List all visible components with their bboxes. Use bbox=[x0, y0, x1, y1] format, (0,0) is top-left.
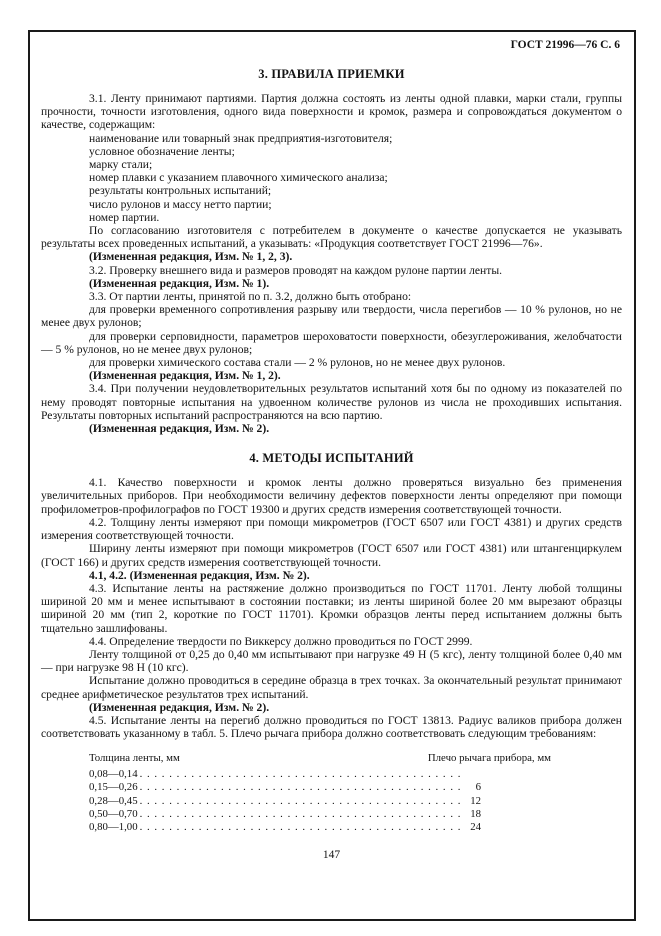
dot-leader bbox=[140, 781, 463, 794]
paragraph-3-4: 3.4. При получении неудовлетворительных результатов испытаний хотя бы по одному из показателей по нему проводят повторные испытания на удвоенном количестве рулонов из числа не проходивших испытания. Результаты повторных испытаний распространяются на всю партию. bbox=[41, 382, 622, 422]
table-row bbox=[89, 808, 481, 821]
amendment-note: (Измененная редакция, Изм. № 2). bbox=[89, 422, 270, 436]
table-header bbox=[89, 752, 551, 765]
section-4-title: 4. МЕТОДЫ ИСПЫТАНИЙ bbox=[249, 451, 414, 466]
col-header-thickness: Толщина ленты, мм bbox=[89, 752, 180, 765]
col-header-lever: Плечо рычага прибора, мм bbox=[427, 752, 551, 765]
lever-arm-table bbox=[89, 752, 551, 834]
page-frame bbox=[28, 30, 636, 921]
thickness-range: 0,15—0,26 bbox=[89, 781, 138, 794]
paragraph-3-2: 3.2. Проверку внешнего вида и размеров проводят на каждом рулоне партии ленты. bbox=[89, 263, 503, 277]
paragraph-4-4b: Ленту толщиной от 0,25 до 0,40 мм испытывают при нагрузке 49 Н (5 кгс), ленту толщиной более 0,40 мм — при нагрузке 98 Н (10 кгс). bbox=[41, 647, 622, 675]
thickness-range: 0,28—0,45 bbox=[89, 794, 138, 807]
list-item: номер плавки с указанием плавочного химического анализа; bbox=[89, 171, 388, 185]
paragraph-4-2b: Ширину ленты измеряют при помощи микрометров (ГОСТ 6507 или ГОСТ 4381) или штангенциркулем (ГОСТ 166) и других средств измерения соответствующей точности. bbox=[41, 542, 622, 569]
paragraph-4-4: 4.4. Определение твердости по Виккерсу должно проводиться по ГОСТ 2999. bbox=[89, 634, 473, 648]
page-number: 147 bbox=[322, 848, 341, 861]
list-item: число рулонов и массу нетто партии; bbox=[89, 197, 272, 211]
paragraph-3-3b: для проверки серповидности, параметров шероховатости поверхности, обезуглероживания, желобчатости — 5 % рулонов, но не менее двух рулонов; bbox=[41, 329, 622, 356]
amendment-note: (Измененная редакция, Изм. № 1, 2, 3). bbox=[89, 250, 293, 264]
table-row bbox=[89, 768, 481, 781]
paragraph-4-2: 4.2. Толщину ленты измеряют при помощи микрометров (ГОСТ 6507 или ГОСТ 4381) и других средств измерения соответствующей точности. bbox=[41, 515, 622, 543]
lever-value: 12 bbox=[470, 794, 481, 807]
list-item: марку стали; bbox=[89, 158, 153, 172]
paragraph-4-5: 4.5. Испытание ленты на перегиб должно проводиться по ГОСТ 13813. Радиус валиков прибора должен соответствовать указанному в табл. 5. Плечо рычага прибора должно соответствовать следующим требованиям: bbox=[41, 713, 622, 741]
paragraph-4-3: 4.3. Испытание ленты на растяжение должно производиться по ГОСТ 11701. Ленту любой толщины шириной 20 мм и менее испытывают в состоянии поставки; из ленты шириной более 20 мм вырезают образцы шириной 20 мм (тип 2, короткие по ГОСТ 11701). Кромки образцов ленты перед испытанием должны быть тщательно зашлифованы. bbox=[41, 581, 622, 635]
amendment-note: 4.1, 4.2. (Измененная редакция, Изм. № 2). bbox=[89, 568, 310, 582]
lever-value: 24 bbox=[470, 821, 481, 834]
paragraph-3-1: 3.1. Ленту принимают партиями. Партия должна состоять из ленты одной плавки, марки стали, группы прочности, точности изготовления, одного вида поверхности и кромок, размера и сопровождаться документом о качестве, содержащим: bbox=[41, 92, 622, 132]
dot-leader bbox=[140, 808, 463, 821]
list-item: условное обозначение ленты; bbox=[89, 144, 235, 158]
amendment-note: (Измененная редакция, Изм. № 1, 2). bbox=[89, 369, 281, 383]
table-row bbox=[89, 781, 481, 794]
paragraph-agreement: По согласованию изготовителя с потребителем в документе о качестве допускается не указывать результаты всех проведенных испытаний, а указывать: «Продукция соответствует ГОСТ 21996—76». bbox=[41, 224, 622, 251]
paragraph-3-3a: для проверки временного сопротивления разрыву или твердости, числа перегибов — 10 % рулонов, но не менее двух рулонов; bbox=[41, 303, 622, 330]
amendment-note: (Измененная редакция, Изм. № 2). bbox=[89, 700, 270, 714]
dot-leader bbox=[140, 768, 463, 781]
list-item: наименование или товарный знак предприятия-изготовителя; bbox=[89, 131, 393, 145]
list-item: результаты контрольных испытаний; bbox=[89, 184, 272, 198]
paragraph-3-3c: для проверки химического состава стали — 2 % рулонов, но не менее двух рулонов. bbox=[89, 356, 506, 370]
thickness-range: 0,50—0,70 bbox=[89, 807, 138, 820]
thickness-range: 0,08—0,14 bbox=[89, 767, 138, 780]
dot-leader bbox=[140, 821, 463, 834]
table-row bbox=[89, 821, 481, 834]
amendment-note: (Измененная редакция, Изм. № 1). bbox=[89, 276, 270, 290]
section-3-title: 3. ПРАВИЛА ПРИЕМКИ bbox=[258, 67, 405, 81]
dot-leader bbox=[140, 795, 463, 808]
doc-reference: ГОСТ 21996—76 С. 6 bbox=[510, 39, 620, 51]
paragraph-3-3: 3.3. От партии ленты, принятой по п. 3.2, должно быть отобрано: bbox=[89, 290, 412, 304]
page-content bbox=[30, 32, 634, 861]
paragraph-4-1: 4.1. Качество поверхности и кромок ленты должно проверяться визуально без применения увеличительных приборов. При необходимости величину дефектов поверхности ленты определяют при помощи профилометров-профилографов по ГОСТ 19300 и других средств измерения соответствующей точности. bbox=[41, 476, 622, 516]
lever-value: 6 bbox=[475, 781, 481, 794]
thickness-range: 0,80—1,00 bbox=[89, 821, 138, 834]
list-item: номер партии. bbox=[89, 210, 160, 224]
lever-value: 18 bbox=[470, 807, 481, 820]
table-row bbox=[89, 795, 481, 808]
paragraph-4-4c: Испытание должно проводиться в середине образца в трех точках. За окончательный результат принимают среднее арифметическое результатов трех испытаний. bbox=[41, 674, 622, 701]
